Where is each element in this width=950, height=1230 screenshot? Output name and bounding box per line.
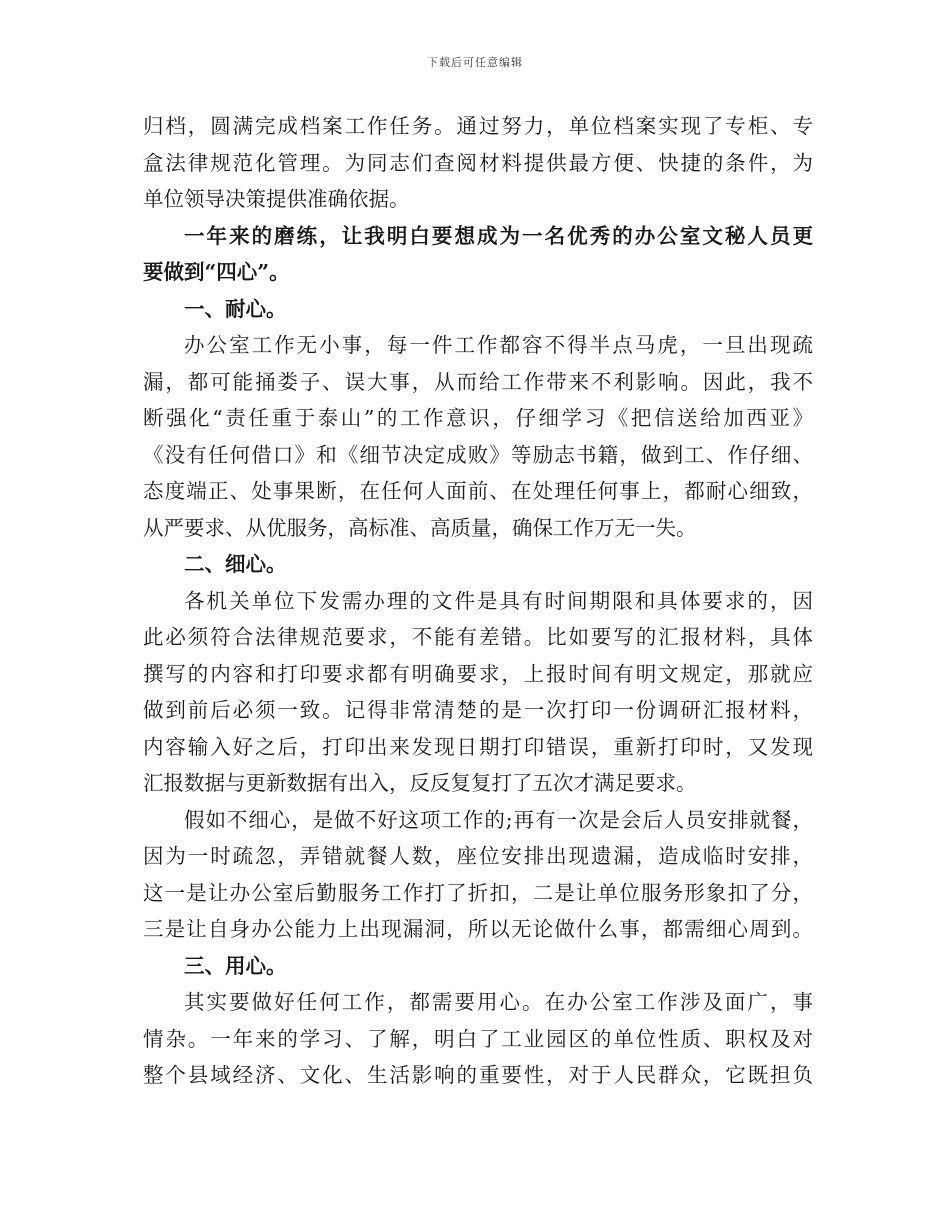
text-line: 撰写的内容和打印要求都有明确要求，上报时间有明文规定，那就应: [143, 661, 813, 686]
text-line: 办公室工作无小事，每一件工作都容不得半点马虎，一旦出现疏: [184, 333, 813, 357]
text-line: 态度端正、处事果断，在任何人面前、在处理任何事上，都耐心细致，: [143, 479, 813, 503]
text-line: 做到前后必须一致。记得非常清楚的是一次打印一份调研汇报材料，: [143, 698, 813, 722]
document-body: [143, 108, 813, 1094]
heading-line: 要做到“四心”。: [143, 260, 290, 284]
text-line: 情杂。一年来的学习、了解，明白了工业园区的单位性质、职权及对: [143, 1026, 813, 1051]
text-line: 假如不细心，是做不好这项工作的;再有一次是会后人员安排就餐，: [184, 807, 813, 832]
text-line: 因为一时疏忽，弄错就餐人数，座位安排出现遗漏，造成临时安排，: [143, 844, 813, 868]
text-line: 归档，圆满完成档案工作任务。通过努力，单位档案实现了专柜、专: [143, 114, 813, 138]
text-line: 其实要做好任何工作，都需要用心。在办公室工作涉及面广，事: [184, 990, 813, 1014]
text-line: 整个县域经济、文化、生活影响的重要性，对于人民群众，它既担负: [143, 1063, 813, 1087]
heading-line: 三、用心。: [184, 953, 287, 978]
text-line: 内容输入好之后，打印出来发现日期打印错误，重新打印时，又发现: [143, 734, 813, 759]
text-line: 断强化“责任重于泰山”的工作意识，仔细学习《把信送给加西亚》: [143, 406, 813, 430]
heading-line: 一年来的磨练，让我明白要想成为一名优秀的办公室文秘人员更: [184, 223, 813, 248]
text-line: 此必须符合法律规范要求，不能有差错。比如要写的汇报材料，具体: [143, 625, 813, 649]
text-line: 单位领导决策提供准确依据。: [143, 187, 410, 211]
heading-line: 二、细心。: [184, 552, 287, 576]
heading-line: 一、耐心。: [184, 296, 287, 321]
text-line: 盒法律规范化管理。为同志们查阅材料提供最方便、快捷的条件，为: [143, 150, 813, 175]
text-line: 这一是让办公室后勤服务工作打了折扣，二是让单位服务形象扣了分，: [143, 880, 813, 905]
text-line: 从严要求、从优服务，高标准、高质量，确保工作万无一失。: [143, 515, 697, 540]
text-line: 三是让自身办公能力上出现漏洞，所以无论做什么事，都需细心周到。: [143, 917, 813, 941]
page-header-note: 下载后可任意编辑: [427, 56, 523, 69]
text-line: 《没有任何借口》和《细节决定成败》等励志书籍，做到工、作仔细、: [143, 442, 813, 467]
text-line: 汇报数据与更新数据有出入，反反复复打了五次才满足要求。: [143, 771, 697, 795]
text-line: 漏，都可能捅娄子、误大事，从而给工作带来不利影响。因此，我不: [143, 369, 813, 394]
text-line: 各机关单位下发需办理的文件是具有时间期限和具体要求的，因: [184, 588, 813, 613]
